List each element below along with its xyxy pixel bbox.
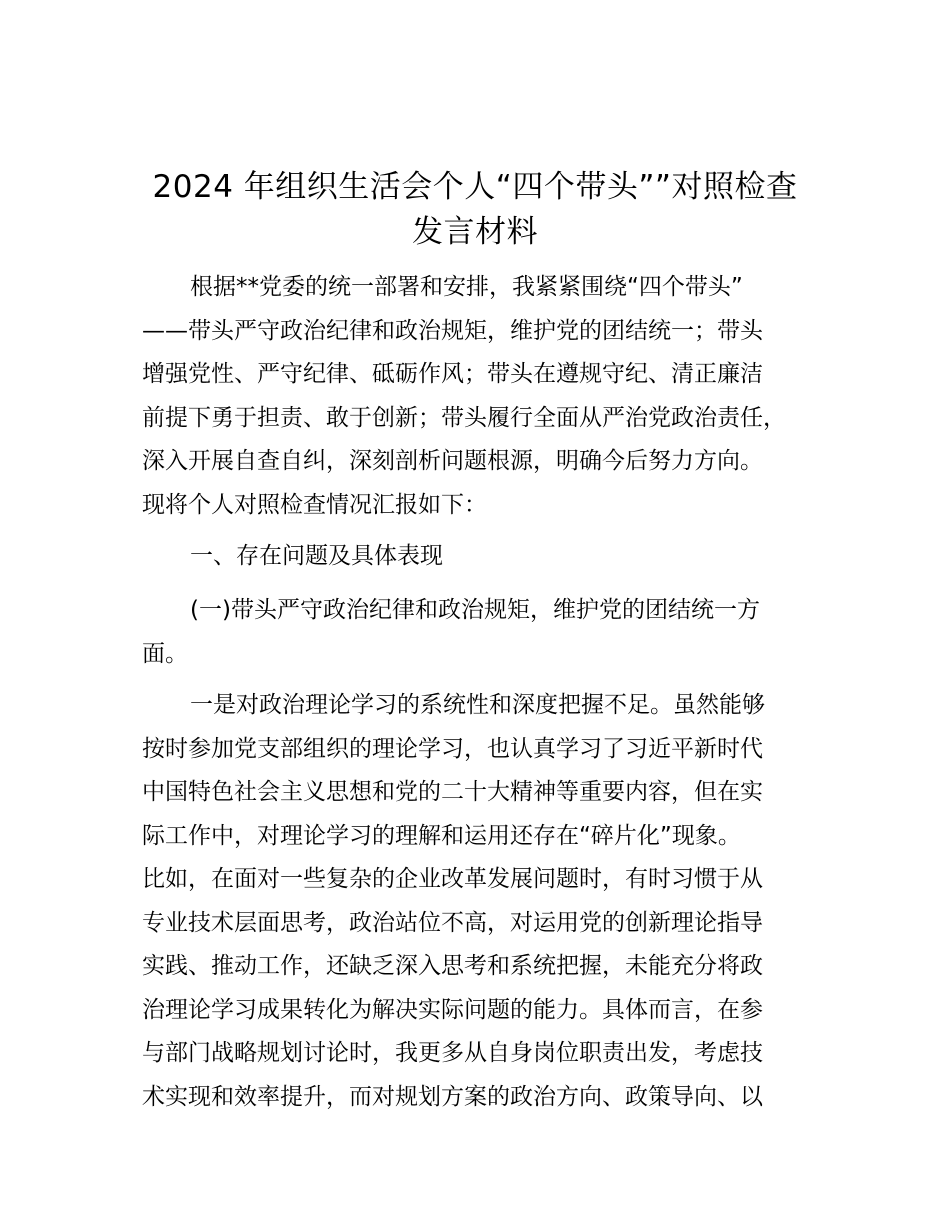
body-line: 专业技术层面思考，政治站位不高，对运用党的创新理论指导 bbox=[142, 910, 763, 936]
document-title-line-1: 2024 年组织生活会个人“四个带头””对照检查 bbox=[152, 169, 798, 205]
body-line: 实践、推动工作，还缺乏深入思考和系统把握，未能充分将政 bbox=[142, 953, 763, 979]
subsection-heading-line: (一)带头严守政治纪律和政治规矩，维护党的团结统一方 bbox=[190, 597, 760, 623]
intro-line: 前提下勇于担责、敢于创新；带头履行全面从严治党政治责任， bbox=[142, 405, 786, 431]
document-title-line-2: 发言材料 bbox=[412, 214, 538, 250]
body-line: 与部门战略规划讨论时，我更多从自身岗位职责出发，考虑技 bbox=[142, 1040, 763, 1066]
body-line: 术实现和效率提升，而对规划方案的政治方向、政策导向、以 bbox=[142, 1084, 763, 1110]
intro-line: 现将个人对照检查情况汇报如下： bbox=[142, 492, 487, 518]
intro-line: 增强党性、严守纪律、砥砺作风；带头在遵规守纪、清正廉洁 bbox=[142, 361, 763, 387]
body-line: 按时参加党支部组织的理论学习，也认真学习了习近平新时代 bbox=[142, 736, 763, 762]
body-line: 比如，在面对一些复杂的企业改革发展问题时，有时习惯于从 bbox=[142, 866, 763, 892]
intro-line: 根据**党委的统一部署和安排，我紧紧围绕“四个带头” bbox=[190, 274, 743, 300]
section-heading: 一、存在问题及具体表现 bbox=[190, 543, 443, 569]
body-line: 治理论学习成果转化为解决实际问题的能力。具体而言，在参 bbox=[142, 997, 763, 1023]
body-line: 中国特色社会主义思想和党的二十大精神等重要内容，但在实 bbox=[142, 779, 763, 805]
body-line: 际工作中，对理论学习的理解和运用还存在“碎片化”现象。 bbox=[142, 823, 741, 849]
intro-line: 深入开展自查自纠，深刻剖析问题根源，明确今后努力方向。 bbox=[142, 448, 763, 474]
intro-line: ——带头严守政治纪律和政治规矩，维护党的团结统一；带头 bbox=[142, 318, 763, 344]
subsection-heading-line: 面。 bbox=[142, 641, 188, 667]
body-line: 一是对政治理论学习的系统性和深度把握不足。虽然能够 bbox=[190, 692, 765, 718]
